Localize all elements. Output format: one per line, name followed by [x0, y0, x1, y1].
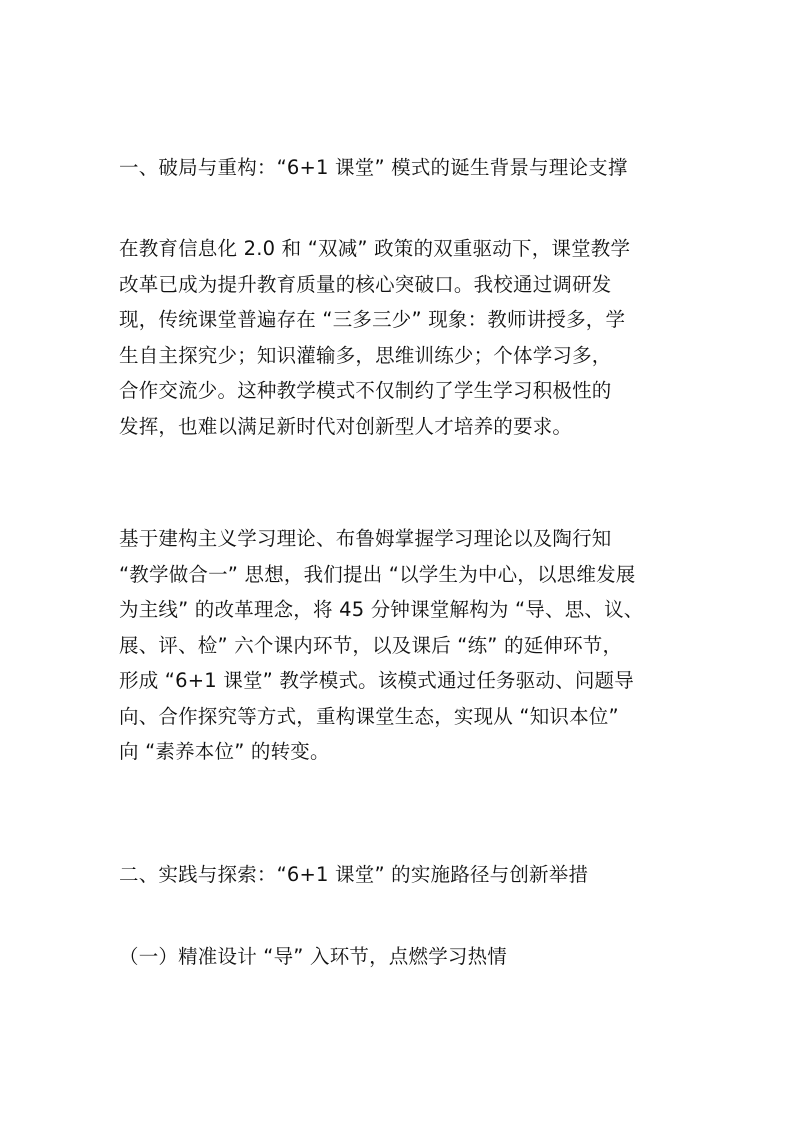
paragraph-line: 现，传统课堂普遍存在 “三多三少” 现象：教师讲授多，学	[119, 308, 626, 331]
paragraph-2	[119, 527, 689, 764]
paragraph-line: 展、评、检” 六个课内环节，以及课后 “练” 的延伸环节，	[119, 633, 623, 657]
paragraph-line: 形成 “6+1 课堂” 教学模式。该模式通过任务驱动、问题导	[119, 669, 634, 692]
paragraph-line: 合作交流少。这种教学模式不仅制约了学生学习积极性的	[119, 379, 612, 402]
section-heading-1: 一、破局与重构：“6+1 课堂” 模式的诞生背景与理论支撑	[119, 156, 628, 179]
paragraph-line: 基于建构主义学习理论、布鲁姆掌握学习理论以及陶行知	[119, 527, 612, 550]
section-heading-2: 二、实践与探索：“6+1 课堂” 的实施路径与创新举措	[119, 863, 589, 886]
paragraph-line: 改革已成为提升教育质量的核心突破口。我校通过调研发	[119, 272, 612, 296]
paragraph-line: 在教育信息化 2.0 和 “双减” 政策的双重驱动下，课堂教学	[119, 237, 631, 260]
paragraph-line: 发挥，也难以满足新时代对创新型人才培养的要求。	[119, 414, 573, 438]
paragraph-1	[119, 237, 689, 439]
subsection-heading-1: （一）精准设计 “导” 入环节，点燃学习热情	[119, 945, 508, 968]
paragraph-line: “教学做合一” 思想，我们提出 “以学生为中心，以思维发展	[119, 562, 636, 586]
paragraph-line: 向 “素养本位” 的转变。	[119, 740, 330, 763]
paragraph-line: 生自主探究少；知识灌输多，思维训练少；个体学习多，	[119, 343, 612, 367]
paragraph-line: 向、合作探究等方式，重构课堂生态，实现从 “知识本位”	[119, 704, 619, 728]
paragraph-line: 为主线” 的改革理念，将 45 分钟课堂解构为 “导、思、议、	[119, 598, 644, 621]
